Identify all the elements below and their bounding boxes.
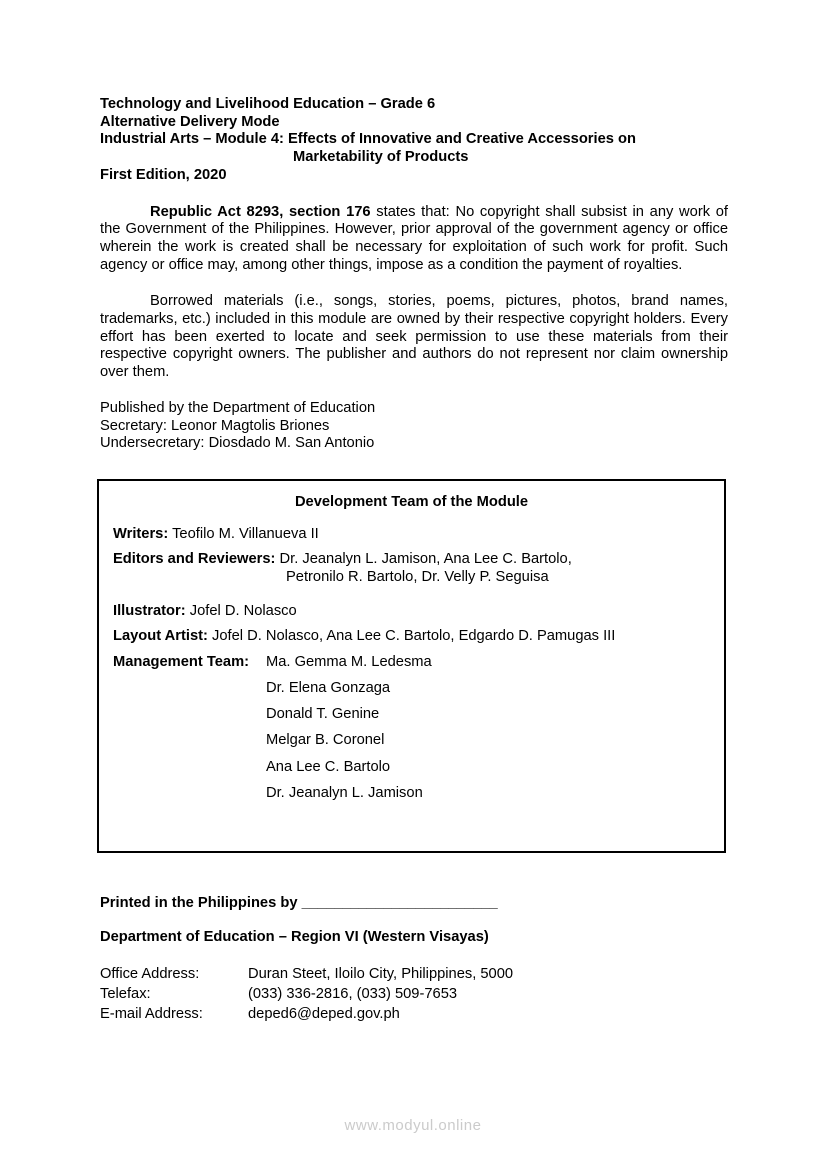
management-team-label: Management Team: <box>113 654 250 671</box>
printed-in-line <box>100 895 728 913</box>
editors-value-1: Dr. Jeanalyn L. Jamison, Ana Lee C. Bartolo, <box>279 551 572 568</box>
page-content <box>100 96 728 1024</box>
module-subject-line: Technology and Livelihood Education – Grade 6 <box>100 96 436 112</box>
office-address-value: Duran Steet, Iloilo City, Philippines, 5000 <box>248 966 514 983</box>
management-member: Melgar B. Coronel <box>266 732 385 749</box>
management-member: Ana Lee C. Bartolo <box>266 758 391 775</box>
publisher-block <box>100 400 728 453</box>
contact-block <box>100 964 728 1024</box>
contact-row-office-address <box>100 964 728 984</box>
module-title-block <box>100 96 728 185</box>
printed-in-label: Printed in the Philippines by <box>100 894 302 911</box>
edition-line: First Edition, 2020 <box>100 166 227 183</box>
printed-in-blank: ________________________ <box>301 894 498 911</box>
telefax-value: (033) 336-2816, (033) 509-7653 <box>248 986 458 1003</box>
region-office-line: Department of Education – Region VI (Western Visayas) <box>100 929 489 946</box>
layout-artist-label: Layout Artist: <box>113 628 208 645</box>
republic-act-text: states that: No copyright shall subsist in any work of the Government of the Philippines. However, prior approval of the government agency or office wherein the work is created shall be necessary for exploitation of such work for profit. Such agency or office may, among other things, impose as a condition the payment of royalties. <box>100 203 728 273</box>
development-team-title: Development Team of the Module <box>294 493 529 510</box>
management-member: Dr. Elena Gonzaga <box>266 680 391 697</box>
editors-row <box>113 551 710 586</box>
contact-row-telefax <box>100 984 728 1004</box>
editors-line1 <box>113 551 710 569</box>
copyright-paragraph <box>100 204 728 275</box>
management-member: Ma. Gemma M. Ledesma <box>266 654 432 671</box>
layout-artist-value: Jofel D. Nolasco, Ana Lee C. Bartolo, Edgardo D. Pamugas III <box>212 628 616 645</box>
office-address-label: Office Address: <box>100 966 200 983</box>
editors-value-2: Petronilo R. Bartolo, Dr. Velly P. Seguisa <box>286 569 549 586</box>
secretary-line: Secretary: Leonor Magtolis Briones <box>100 417 330 434</box>
management-member: Donald T. Genine <box>266 706 380 723</box>
management-member: Dr. Jeanalyn L. Jamison <box>266 784 423 801</box>
borrowed-materials-paragraph: Borrowed materials (i.e., songs, stories, poems, pictures, photos, brand names, trademarks, etc.) included in this module are owned by their respective copyright holders. Every effort has been exerted to locate and seek permission to use these materials from their respective copyright owners. The publisher and authors do not represent nor claim ownership over them. <box>100 293 728 381</box>
writers-value: Teofilo M. Villanueva II <box>172 525 319 542</box>
watermark-url: www.modyul.online <box>344 1117 482 1134</box>
management-team-row <box>113 654 710 811</box>
editors-label: Editors and Reviewers: <box>113 551 276 568</box>
module-title-wrap-line: Marketability of Products <box>293 149 469 166</box>
contact-row-email <box>100 1004 728 1024</box>
layout-artist-row <box>113 628 710 646</box>
published-by-line: Published by the Department of Education <box>100 399 376 416</box>
republic-act-bold: Republic Act 8293, section 176 <box>150 203 371 220</box>
writers-label: Writers: <box>113 525 169 542</box>
email-value: deped6@deped.gov.ph <box>248 1006 400 1023</box>
management-team-values <box>266 654 710 811</box>
illustrator-label: Illustrator: <box>113 602 186 619</box>
illustrator-value: Jofel D. Nolasco <box>189 602 297 619</box>
writers-row <box>113 526 710 544</box>
illustrator-row <box>113 603 710 621</box>
undersecretary-line: Undersecretary: Diosdado M. San Antonio <box>100 435 375 452</box>
telefax-label: Telefax: <box>100 986 151 1003</box>
email-label: E-mail Address: <box>100 1006 203 1023</box>
module-number-line: Industrial Arts – Module 4: Effects of Innovative and Creative Accessories on <box>100 131 636 148</box>
development-team-box <box>97 479 726 853</box>
module-mode-line: Alternative Delivery Mode <box>100 113 280 130</box>
